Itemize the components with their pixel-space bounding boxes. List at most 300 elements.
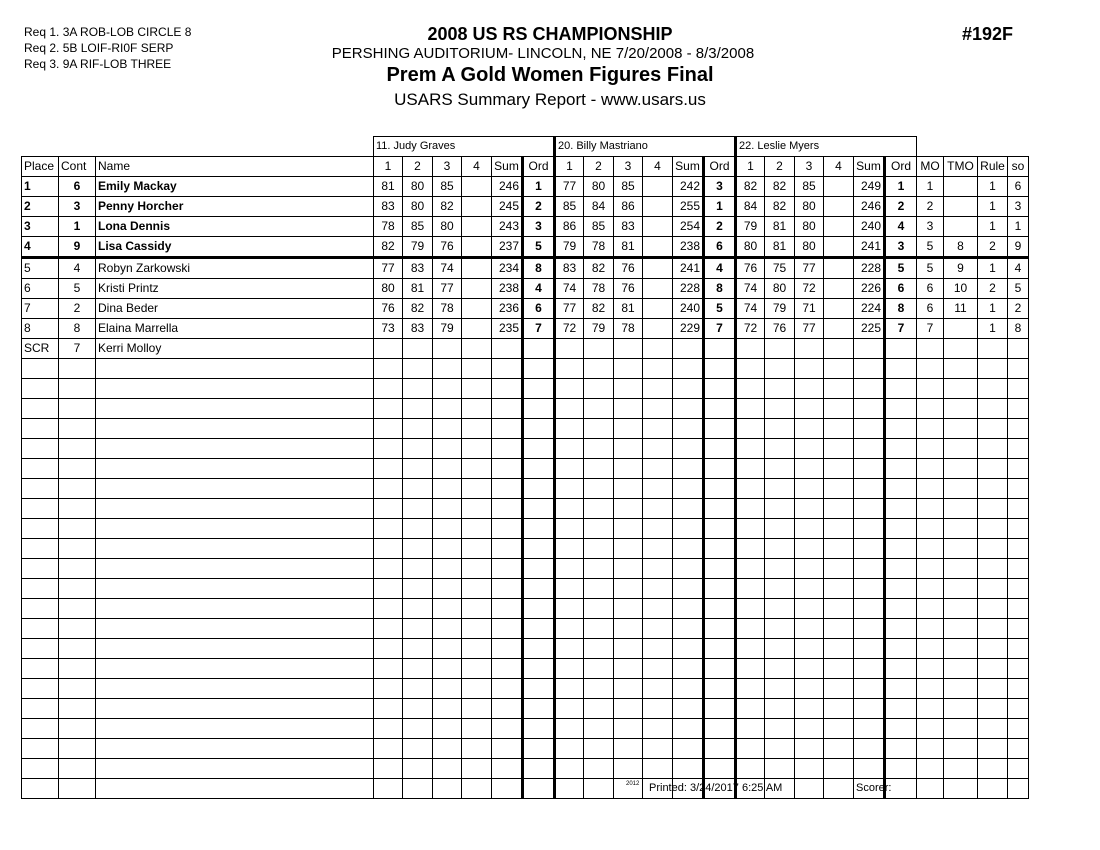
- cell-judge-1-2: 78: [433, 299, 462, 319]
- cell-judge-2-5: [704, 619, 736, 639]
- cell-judge-2-5: [704, 699, 736, 719]
- cell-judge-1-0: [374, 479, 403, 499]
- cell-name: [96, 419, 374, 439]
- cell-judge-2-1: [584, 619, 614, 639]
- cell-mo: [917, 759, 944, 779]
- cell-judge-3-0: 79: [736, 217, 765, 237]
- table-row: [22, 217, 1029, 237]
- cell-cont: [59, 499, 96, 519]
- cell-judge-3-2: 72: [795, 279, 824, 299]
- cell-place: [22, 639, 59, 659]
- cell-judge-2-3: [643, 639, 673, 659]
- cell-judge-1-1: 83: [403, 258, 433, 279]
- col-judge-3-5: Ord: [885, 157, 917, 177]
- col-judge-2-4: Sum: [673, 157, 704, 177]
- col-judge-3-2: 3: [795, 157, 824, 177]
- cell-place: [22, 779, 59, 799]
- cell-rule: [978, 359, 1008, 379]
- cell-judge-2-1: [584, 579, 614, 599]
- cell-judge-1-4: [492, 499, 523, 519]
- cell-judge-1-4: 234: [492, 258, 523, 279]
- cell-tmo: [944, 699, 978, 719]
- cell-judge-3-5: [885, 579, 917, 599]
- cell-judge-3-0: [736, 499, 765, 519]
- cell-judge-2-5: 6: [704, 237, 736, 258]
- cell-judge-2-0: 86: [555, 217, 584, 237]
- judge-header-row: [22, 137, 1029, 157]
- cell-mo: 5: [917, 237, 944, 258]
- cell-judge-2-0: 77: [555, 299, 584, 319]
- cell-judge-3-5: 1: [885, 177, 917, 197]
- cell-judge-3-0: [736, 599, 765, 619]
- cell-judge-1-1: [403, 459, 433, 479]
- cell-so: [1008, 479, 1029, 499]
- cell-judge-2-3: [643, 217, 673, 237]
- cell-judge-2-0: [555, 559, 584, 579]
- cell-judge-2-5: [704, 339, 736, 359]
- cell-judge-3-2: [795, 519, 824, 539]
- cell-judge-3-0: [736, 399, 765, 419]
- cell-judge-2-0: [555, 419, 584, 439]
- cell-judge-2-5: 2: [704, 217, 736, 237]
- cell-judge-1-0: [374, 399, 403, 419]
- cell-judge-1-1: [403, 539, 433, 559]
- cell-name: [96, 639, 374, 659]
- cell-name: Dina Beder: [96, 299, 374, 319]
- results-table: [21, 136, 1029, 799]
- cell-judge-2-1: 84: [584, 197, 614, 217]
- cell-judge-3-3: [824, 237, 854, 258]
- cell-mo: [917, 399, 944, 419]
- cell-tmo: [944, 319, 978, 339]
- cell-judge-1-2: [433, 559, 462, 579]
- cell-judge-2-1: 79: [584, 319, 614, 339]
- cell-so: [1008, 559, 1029, 579]
- cell-judge-3-4: [854, 699, 885, 719]
- cell-judge-3-2: [795, 419, 824, 439]
- cell-judge-1-4: 236: [492, 299, 523, 319]
- cell-judge-3-5: 5: [885, 258, 917, 279]
- cell-mo: 6: [917, 279, 944, 299]
- judge-name: 11. Judy Graves: [374, 137, 555, 157]
- cell-judge-3-3: [824, 639, 854, 659]
- cell-place: [22, 759, 59, 779]
- cell-judge-3-1: 80: [765, 279, 795, 299]
- cell-judge-1-1: [403, 699, 433, 719]
- cell-judge-1-3: [462, 319, 492, 339]
- cell-judge-3-5: [885, 659, 917, 679]
- cell-cont: [59, 459, 96, 479]
- cell-judge-3-3: [824, 359, 854, 379]
- table-row: [22, 559, 1029, 579]
- cell-judge-3-2: [795, 339, 824, 359]
- cell-judge-1-3: [462, 217, 492, 237]
- col-judge-3-3: 4: [824, 157, 854, 177]
- cell-judge-3-3: [824, 319, 854, 339]
- cell-judge-3-5: [885, 679, 917, 699]
- cell-judge-1-1: [403, 639, 433, 659]
- cell-rule: [978, 519, 1008, 539]
- cell-judge-1-4: [492, 679, 523, 699]
- cell-judge-1-5: [523, 719, 555, 739]
- cell-judge-2-1: [584, 339, 614, 359]
- cell-judge-3-3: [824, 539, 854, 559]
- col-judge-1-2: 3: [433, 157, 462, 177]
- cell-place: 7: [22, 299, 59, 319]
- cell-judge-3-5: [885, 519, 917, 539]
- cell-rule: [978, 679, 1008, 699]
- cell-judge-2-5: [704, 519, 736, 539]
- cell-so: 8: [1008, 319, 1029, 339]
- cell-judge-2-4: [673, 359, 704, 379]
- cell-tmo: 9: [944, 258, 978, 279]
- cell-judge-2-4: [673, 659, 704, 679]
- cell-judge-1-4: [492, 559, 523, 579]
- cell-judge-2-0: 72: [555, 319, 584, 339]
- cell-judge-1-5: 1: [523, 177, 555, 197]
- cell-rule: [978, 599, 1008, 619]
- cell-tmo: [944, 499, 978, 519]
- cell-place: 8: [22, 319, 59, 339]
- cell-judge-1-5: 7: [523, 319, 555, 339]
- cell-tmo: [944, 659, 978, 679]
- cell-judge-2-4: [673, 399, 704, 419]
- col-judge-1-3: 4: [462, 157, 492, 177]
- cell-rule: [978, 579, 1008, 599]
- cell-judge-3-0: [736, 639, 765, 659]
- cell-cont: [59, 579, 96, 599]
- cell-mo: [917, 419, 944, 439]
- cell-judge-3-4: 224: [854, 299, 885, 319]
- cell-judge-2-4: [673, 499, 704, 519]
- cell-judge-3-1: [765, 679, 795, 699]
- cell-judge-2-3: [643, 619, 673, 639]
- cell-cont: [59, 699, 96, 719]
- cell-mo: [917, 619, 944, 639]
- cell-judge-1-3: [462, 739, 492, 759]
- requirement-3: Req 3. 9A RIF-LOB THREE: [24, 57, 172, 71]
- cell-judge-3-4: 225: [854, 319, 885, 339]
- cell-judge-1-2: [433, 579, 462, 599]
- cell-cont: [59, 619, 96, 639]
- cell-judge-1-5: [523, 559, 555, 579]
- cell-rule: [978, 759, 1008, 779]
- cell-rule: [978, 339, 1008, 359]
- cell-tmo: 10: [944, 279, 978, 299]
- cell-judge-3-0: [736, 519, 765, 539]
- cell-place: [22, 699, 59, 719]
- cell-so: [1008, 659, 1029, 679]
- cell-judge-1-0: [374, 739, 403, 759]
- cell-judge-1-4: [492, 339, 523, 359]
- cell-judge-2-3: [643, 439, 673, 459]
- cell-judge-1-4: 237: [492, 237, 523, 258]
- cell-judge-1-1: [403, 779, 433, 799]
- cell-judge-2-5: 7: [704, 319, 736, 339]
- cell-judge-2-1: [584, 539, 614, 559]
- cell-judge-1-0: [374, 459, 403, 479]
- cell-judge-3-3: [824, 459, 854, 479]
- cell-judge-3-4: [854, 359, 885, 379]
- cell-judge-3-2: [795, 579, 824, 599]
- cell-name: [96, 719, 374, 739]
- cell-judge-3-4: [854, 399, 885, 419]
- cell-judge-3-5: [885, 459, 917, 479]
- cell-judge-3-0: [736, 459, 765, 479]
- cell-judge-3-2: [795, 739, 824, 759]
- cell-cont: 8: [59, 319, 96, 339]
- cell-cont: [59, 599, 96, 619]
- cell-judge-1-4: [492, 759, 523, 779]
- cell-rule: [978, 779, 1008, 799]
- cell-judge-2-0: [555, 599, 584, 619]
- cell-judge-2-2: 85: [614, 177, 643, 197]
- cell-judge-3-0: [736, 559, 765, 579]
- cell-judge-3-3: [824, 339, 854, 359]
- cell-judge-3-1: [765, 399, 795, 419]
- cell-so: 3: [1008, 197, 1029, 217]
- cell-tmo: [944, 359, 978, 379]
- cell-judge-3-4: [854, 659, 885, 679]
- cell-judge-3-0: [736, 719, 765, 739]
- cell-judge-3-2: 80: [795, 237, 824, 258]
- cell-judge-3-1: 81: [765, 237, 795, 258]
- cell-place: [22, 659, 59, 679]
- cell-judge-1-2: [433, 679, 462, 699]
- cell-so: 9: [1008, 237, 1029, 258]
- cell-rule: [978, 559, 1008, 579]
- cell-judge-1-0: [374, 659, 403, 679]
- cell-judge-1-2: [433, 419, 462, 439]
- col-place: Place: [22, 157, 59, 177]
- cell-judge-3-4: [854, 579, 885, 599]
- cell-judge-1-3: [462, 177, 492, 197]
- cell-judge-3-5: 6: [885, 279, 917, 299]
- cell-judge-3-1: [765, 419, 795, 439]
- cell-judge-2-0: [555, 739, 584, 759]
- cell-judge-1-3: [462, 299, 492, 319]
- cell-judge-1-5: [523, 519, 555, 539]
- cell-judge-3-5: 4: [885, 217, 917, 237]
- cell-judge-3-5: [885, 699, 917, 719]
- cell-judge-1-5: [523, 459, 555, 479]
- col-judge-3-0: 1: [736, 157, 765, 177]
- col-so: so: [1008, 157, 1029, 177]
- cell-so: [1008, 719, 1029, 739]
- cell-name: Lisa Cassidy: [96, 237, 374, 258]
- cell-judge-1-2: 85: [433, 177, 462, 197]
- cell-place: 2: [22, 197, 59, 217]
- cell-place: SCR: [22, 339, 59, 359]
- cell-judge-1-3: [462, 439, 492, 459]
- cell-judge-2-2: [614, 419, 643, 439]
- cell-judge-2-4: 238: [673, 237, 704, 258]
- col-judge-2-5: Ord: [704, 157, 736, 177]
- cell-judge-3-4: [854, 479, 885, 499]
- cell-mo: [917, 699, 944, 719]
- cell-mo: [917, 339, 944, 359]
- cell-judge-3-2: [795, 659, 824, 679]
- cell-name: [96, 679, 374, 699]
- cell-judge-1-3: [462, 559, 492, 579]
- cell-mo: 5: [917, 258, 944, 279]
- col-judge-1-5: Ord: [523, 157, 555, 177]
- cell-name: Kristi Printz: [96, 279, 374, 299]
- cell-judge-2-3: [643, 319, 673, 339]
- cell-judge-2-1: [584, 659, 614, 679]
- cell-judge-2-1: [584, 499, 614, 519]
- cell-judge-3-1: 79: [765, 299, 795, 319]
- cell-judge-1-4: [492, 399, 523, 419]
- cell-judge-1-0: [374, 419, 403, 439]
- cell-judge-1-5: 3: [523, 217, 555, 237]
- cell-judge-1-1: [403, 379, 433, 399]
- table-row: [22, 619, 1029, 639]
- cell-judge-2-2: [614, 479, 643, 499]
- cell-tmo: [944, 759, 978, 779]
- cell-judge-2-4: 228: [673, 279, 704, 299]
- cell-judge-1-1: 81: [403, 279, 433, 299]
- table-row: [22, 499, 1029, 519]
- cell-judge-3-0: [736, 659, 765, 679]
- cell-judge-1-4: [492, 779, 523, 799]
- cell-judge-3-3: [824, 399, 854, 419]
- cell-tmo: [944, 379, 978, 399]
- cell-judge-1-2: [433, 739, 462, 759]
- cell-judge-2-2: [614, 579, 643, 599]
- cell-judge-3-1: 75: [765, 258, 795, 279]
- cell-judge-3-1: [765, 479, 795, 499]
- cell-so: 1: [1008, 217, 1029, 237]
- cell-judge-2-1: [584, 779, 614, 799]
- cell-cont: [59, 659, 96, 679]
- cell-judge-2-3: [643, 719, 673, 739]
- cell-judge-3-1: 81: [765, 217, 795, 237]
- cell-judge-1-3: [462, 719, 492, 739]
- cell-judge-2-0: [555, 619, 584, 639]
- cell-judge-2-2: 78: [614, 319, 643, 339]
- cell-judge-2-4: 240: [673, 299, 704, 319]
- cell-judge-1-0: [374, 639, 403, 659]
- cell-judge-3-2: [795, 459, 824, 479]
- cell-name: [96, 559, 374, 579]
- cell-judge-3-0: [736, 739, 765, 759]
- cell-so: [1008, 419, 1029, 439]
- cell-judge-1-0: 81: [374, 177, 403, 197]
- cell-judge-3-1: [765, 719, 795, 739]
- cell-judge-3-1: 82: [765, 177, 795, 197]
- cell-judge-2-0: 85: [555, 197, 584, 217]
- cell-tmo: [944, 619, 978, 639]
- cell-judge-2-0: [555, 699, 584, 719]
- cell-judge-1-0: [374, 779, 403, 799]
- cell-judge-2-4: [673, 479, 704, 499]
- cell-judge-1-0: 83: [374, 197, 403, 217]
- cell-rule: [978, 619, 1008, 639]
- cell-judge-2-0: 83: [555, 258, 584, 279]
- cell-judge-1-3: [462, 539, 492, 559]
- cell-so: 5: [1008, 279, 1029, 299]
- cell-cont: [59, 479, 96, 499]
- cell-place: [22, 739, 59, 759]
- cell-judge-2-2: [614, 699, 643, 719]
- cell-tmo: [944, 679, 978, 699]
- cell-judge-2-2: 81: [614, 237, 643, 258]
- cell-judge-1-5: [523, 639, 555, 659]
- table-row: [22, 379, 1029, 399]
- cell-judge-3-1: [765, 599, 795, 619]
- report-title: USARS Summary Report - www.usars.us: [394, 90, 706, 109]
- cell-judge-3-2: 85: [795, 177, 824, 197]
- cell-judge-2-4: [673, 459, 704, 479]
- cell-mo: [917, 539, 944, 559]
- cell-judge-1-4: [492, 699, 523, 719]
- cell-judge-3-3: [824, 759, 854, 779]
- cell-judge-1-3: [462, 599, 492, 619]
- cell-judge-2-1: 82: [584, 299, 614, 319]
- cell-judge-2-5: [704, 639, 736, 659]
- cell-judge-2-3: [643, 419, 673, 439]
- cell-judge-3-3: [824, 699, 854, 719]
- cell-so: [1008, 459, 1029, 479]
- cell-judge-1-1: [403, 739, 433, 759]
- printed-timestamp: Printed: 3/24/2017 6:25 AM: [649, 782, 783, 794]
- cell-judge-1-1: 85: [403, 217, 433, 237]
- cell-judge-3-3: [824, 479, 854, 499]
- cell-place: 5: [22, 258, 59, 279]
- cell-judge-2-0: [555, 679, 584, 699]
- table-row: [22, 699, 1029, 719]
- cell-judge-1-4: [492, 719, 523, 739]
- cell-mo: [917, 579, 944, 599]
- cell-cont: 7: [59, 339, 96, 359]
- cell-judge-2-4: 255: [673, 197, 704, 217]
- cell-cont: 2: [59, 299, 96, 319]
- cell-place: [22, 419, 59, 439]
- cell-judge-3-2: [795, 439, 824, 459]
- cell-judge-1-3: [462, 659, 492, 679]
- cell-judge-3-5: [885, 439, 917, 459]
- cell-judge-2-3: [643, 399, 673, 419]
- cell-judge-1-5: [523, 359, 555, 379]
- cell-judge-1-3: [462, 499, 492, 519]
- cell-judge-2-2: [614, 539, 643, 559]
- cell-judge-2-4: [673, 379, 704, 399]
- cell-judge-3-4: 246: [854, 197, 885, 217]
- cell-tmo: [944, 599, 978, 619]
- cell-tmo: 11: [944, 299, 978, 319]
- cell-judge-2-3: [643, 299, 673, 319]
- cell-name: [96, 779, 374, 799]
- table-row: [22, 299, 1029, 319]
- cell-judge-2-2: [614, 359, 643, 379]
- cell-judge-1-2: [433, 779, 462, 799]
- col-judge-2-2: 3: [614, 157, 643, 177]
- cell-judge-3-3: [824, 519, 854, 539]
- cell-judge-3-0: 72: [736, 319, 765, 339]
- cell-judge-1-3: [462, 339, 492, 359]
- cell-mo: [917, 599, 944, 619]
- cell-judge-1-5: [523, 419, 555, 439]
- cell-judge-1-2: [433, 459, 462, 479]
- cell-judge-1-3: [462, 359, 492, 379]
- cell-so: 6: [1008, 177, 1029, 197]
- cell-judge-3-2: [795, 719, 824, 739]
- table-row: [22, 319, 1029, 339]
- cell-judge-1-0: 73: [374, 319, 403, 339]
- table-row: [22, 439, 1029, 459]
- cell-judge-2-0: [555, 399, 584, 419]
